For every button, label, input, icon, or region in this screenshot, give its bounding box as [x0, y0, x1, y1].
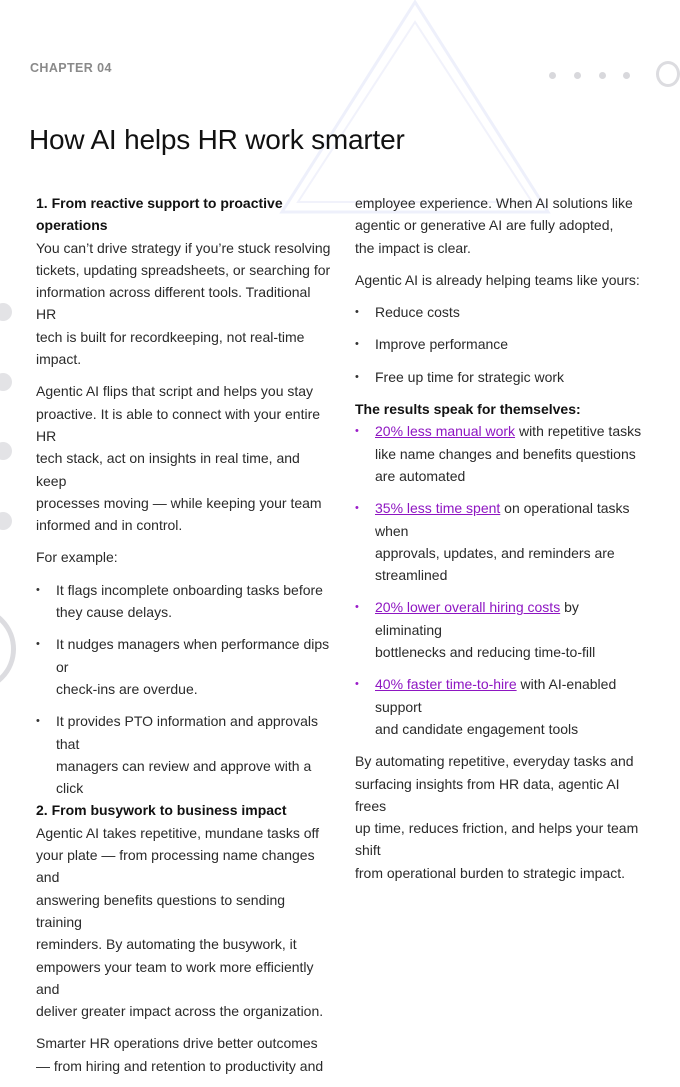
benefits-intro: Agentic AI is already helping teams like yours: [355, 271, 640, 288]
left-column [36, 192, 332, 1087]
closing-paragraph: By automating repetitive, everyday tasks and surfacing insights from HR data, agentic AI frees up time, reduces friction, and helps your team shift from operational burden to strategic impact. [355, 753, 639, 881]
ring-decoration-top-right [656, 61, 680, 87]
stat-link[interactable]: 20% less manual work [375, 423, 516, 440]
bullet-icon: • [355, 502, 359, 515]
bullet-icon: • [355, 306, 359, 319]
for-example-label: For example: [36, 549, 118, 566]
examples-list [36, 579, 332, 800]
page-title: How AI helps HR work smarter [29, 124, 405, 155]
benefits-list [355, 301, 647, 388]
list-item: • Free up time for strategic work [355, 366, 647, 388]
list-item: • 20% less manual work with repetitive tasks like name changes and benefits questions are automated [355, 420, 647, 487]
chapter-label: CHAPTER 04 [30, 61, 112, 75]
list-item: • It flags incomplete onboarding tasks before they cause delays. [36, 579, 332, 624]
bullet-icon: • [355, 338, 359, 351]
stat-link[interactable]: 40% faster time-to-hire [375, 676, 517, 693]
list-item: • It provides PTO information and approvals that managers can review and approve with a click [36, 710, 332, 799]
list-item: • It nudges managers when performance dips or check-ins are overdue. [36, 633, 332, 700]
results-list [355, 420, 647, 740]
results-heading: The results speak for themselves: [355, 401, 581, 418]
list-item: • 40% faster time-to-hire with AI-enabled support and candidate engagement tools [355, 673, 647, 740]
bullet-icon: • [355, 370, 359, 383]
bullet-icon: • [36, 715, 40, 728]
section-2-heading: 2. From busywork to business impact [36, 802, 287, 819]
bullet-icon: • [36, 638, 40, 651]
section-1-heading: 1. From reactive support to proactive operations [36, 195, 283, 234]
list-item: • 35% less time spent on operational tasks when approvals, updates, and reminders are streamlined [355, 497, 647, 586]
bullet-icon: • [355, 678, 359, 691]
stat-link[interactable]: 35% less time spent [375, 500, 501, 517]
list-item: • Improve performance [355, 333, 647, 355]
bullet-icon: • [36, 583, 40, 596]
continued-paragraph: employee experience. When AI solutions like agentic or generative AI are fully adopted, the impact is clear. [355, 195, 633, 256]
bullet-icon: • [355, 601, 359, 614]
list-item: • Reduce costs [355, 301, 647, 323]
list-item: • 20% lower overall hiring costs by eliminating bottlenecks and reducing time-to-fill [355, 596, 647, 663]
stat-link[interactable]: 20% lower overall hiring costs [375, 599, 561, 616]
bullet-icon: • [355, 425, 359, 438]
section-2-paragraph-1: Agentic AI takes repetitive, mundane tasks off your plate — from processing name changes and answering benefits questions to sending training reminders. By automating the busywork, it empowers your team to work more efficiently and deliver greater impact across the organization. [36, 824, 324, 1020]
section-1-paragraph-1: You can’t drive strategy if you’re stuck resolving tickets, updating spreadsheets, or searching for information across different tools. Traditional HR tech is built for recordkeeping, not real-time impact. [36, 239, 331, 368]
right-column [355, 192, 647, 894]
section-2-paragraph-2: Smarter HR operations drive better outcomes — from hiring and retention to productivity and [36, 1035, 324, 1074]
section-1-paragraph-2: Agentic AI flips that script and helps you stay proactive. It is able to connect with your entire HR tech stack, act on insights in real time, and keep processes moving — while keeping your team informed and in control. [36, 383, 322, 534]
